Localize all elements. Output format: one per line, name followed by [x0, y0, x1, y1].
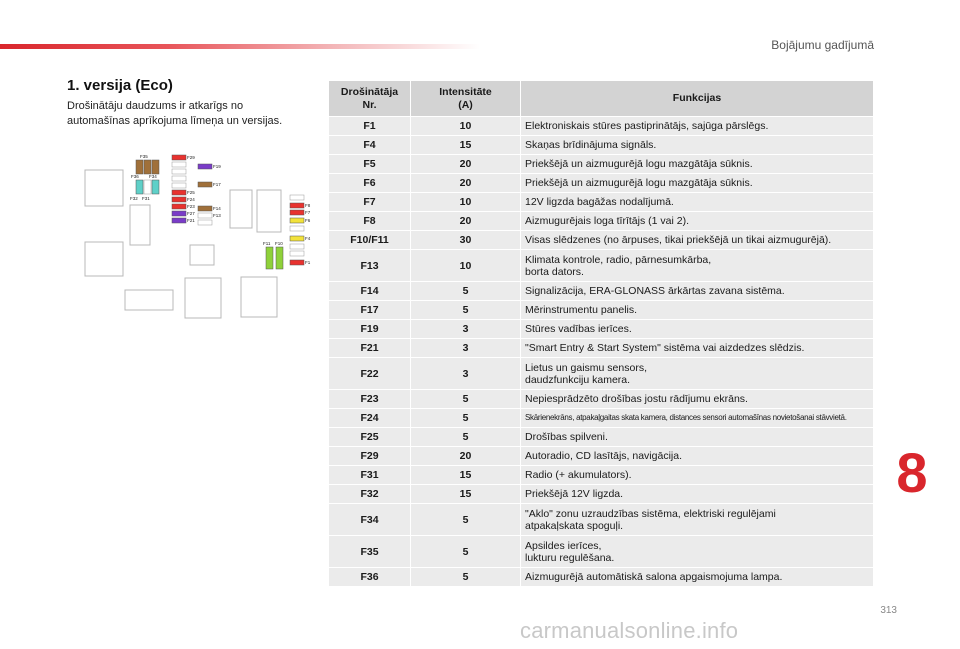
function-cell: Skārienekrāns, atpakaļgaitas skata kamera, distances sensori automašīnas novietošanai stāvvietā. — [521, 409, 874, 428]
fuse — [172, 183, 186, 188]
header-functions: Funkcijas — [521, 81, 874, 117]
function-cell: Radio (+ akumulators). — [521, 466, 874, 485]
fuse-number-cell: F23 — [329, 390, 411, 409]
intensity-cell: 3 — [411, 339, 521, 358]
fuse-f23 — [172, 204, 186, 209]
fuse-number-cell: F21 — [329, 339, 411, 358]
label-f1: F1 — [305, 260, 311, 265]
function-cell: Signalizācija, ERA-GLONASS ārkārtas zavana sistēma. — [521, 282, 874, 301]
table-row — [329, 155, 874, 174]
label-f7: F7 — [305, 210, 311, 215]
intensity-cell: 5 — [411, 504, 521, 536]
label-f8: F8 — [305, 203, 311, 208]
intensity-cell: 15 — [411, 485, 521, 504]
fuse-f13 — [198, 213, 212, 218]
relay-block — [185, 278, 221, 318]
label-f19: F19 — [213, 164, 221, 169]
fuse-number-cell: F17 — [329, 301, 411, 320]
table-row — [329, 339, 874, 358]
section-title: 1. versija (Eco) — [67, 77, 173, 94]
table-row — [329, 250, 874, 282]
function-cell: Priekšējā un aizmugurējā logu mazgātāja sūknis. — [521, 174, 874, 193]
table-row — [329, 320, 874, 339]
table-row — [329, 231, 874, 250]
label-f17: F17 — [213, 182, 221, 187]
table-row — [329, 136, 874, 155]
table-row — [329, 390, 874, 409]
page-number: 313 — [880, 605, 897, 616]
function-cell: Apsildes ierīces, lukturu regulēšana. — [521, 536, 874, 568]
intensity-cell: 5 — [411, 409, 521, 428]
table-header-row — [329, 81, 874, 117]
intensity-cell: 30 — [411, 231, 521, 250]
fuse — [290, 195, 304, 200]
fuse-f10 — [276, 247, 283, 269]
intensity-cell: 5 — [411, 301, 521, 320]
fuse-number-cell: F13 — [329, 250, 411, 282]
intensity-cell: 20 — [411, 447, 521, 466]
table-row — [329, 428, 874, 447]
fuse-f35 — [136, 160, 143, 174]
fuse-f6 — [290, 218, 304, 223]
label-f31: F31 — [142, 196, 150, 201]
fuse-f14 — [198, 206, 212, 211]
fuse — [152, 160, 159, 174]
intensity-cell: 20 — [411, 155, 521, 174]
table-row — [329, 409, 874, 428]
fuse-f24 — [172, 197, 186, 202]
table-row — [329, 485, 874, 504]
fuse-number-cell: F34 — [329, 504, 411, 536]
label-f24: F24 — [187, 197, 195, 202]
intensity-cell: 20 — [411, 212, 521, 231]
relay-block — [125, 290, 173, 310]
fuse-number-cell: F19 — [329, 320, 411, 339]
function-cell: Skaņas brīdinājuma signāls. — [521, 136, 874, 155]
function-cell: Mērinstrumentu panelis. — [521, 301, 874, 320]
function-cell: Klimata kontrole, radio, pārnesumkārba, borta dators. — [521, 250, 874, 282]
header-fuse-number: Drošinātāja Nr. — [329, 81, 411, 117]
fuse-f1 — [290, 260, 304, 265]
function-cell: Aizmugurējā automātiskā salona apgaismojuma lampa. — [521, 568, 874, 587]
fuse-f17 — [198, 182, 212, 187]
watermark: carmanualsonline.info — [520, 618, 739, 643]
label-f23: F23 — [187, 204, 195, 209]
function-cell: Drošības spilveni. — [521, 428, 874, 447]
fuse-number-cell: F24 — [329, 409, 411, 428]
fuse-number-cell: F22 — [329, 358, 411, 390]
fuse-f8 — [290, 203, 304, 208]
function-cell: Autoradio, CD lasītājs, navigācija. — [521, 447, 874, 466]
fuse-number-cell: F6 — [329, 174, 411, 193]
table-row — [329, 212, 874, 231]
fuse-number-cell: F14 — [329, 282, 411, 301]
header-intensity: Intensitāte (A) — [411, 81, 521, 117]
intensity-cell: 15 — [411, 136, 521, 155]
label-f27: F27 — [187, 211, 195, 216]
relay-block — [230, 190, 252, 228]
table-row — [329, 301, 874, 320]
label-f13: F13 — [213, 213, 221, 218]
fuse-number-cell: F4 — [329, 136, 411, 155]
fuse-f19 — [198, 164, 212, 169]
function-cell: Lietus un gaismu sensors, daudzfunkciju kamera. — [521, 358, 874, 390]
function-cell: "Aklo" zonu uzraudzības sistēma, elektriski regulējami atpakaļskata spoguļi. — [521, 504, 874, 536]
label-f4: F4 — [305, 236, 311, 241]
function-cell: Visas slēdzenes (no ārpuses, tikai priekšējā un tikai aizmugurējā). — [521, 231, 874, 250]
fuse-number-cell: F31 — [329, 466, 411, 485]
relay-block — [190, 245, 214, 265]
fuse-table — [328, 80, 874, 587]
fuse-f7 — [290, 210, 304, 215]
fuse-number-cell: F29 — [329, 447, 411, 466]
table-row — [329, 568, 874, 587]
fuse-number-cell: F32 — [329, 485, 411, 504]
label-f29: F29 — [187, 155, 195, 160]
function-cell: "Smart Entry & Start System" sistēma vai aizdedzes slēdzis. — [521, 339, 874, 358]
fuse-number-cell: F35 — [329, 536, 411, 568]
intensity-cell: 5 — [411, 428, 521, 447]
relay-block — [85, 170, 123, 206]
intensity-cell: 5 — [411, 568, 521, 587]
table-row — [329, 193, 874, 212]
fuse-number-cell: F10/F11 — [329, 231, 411, 250]
fuse — [290, 226, 304, 231]
fuse-f36 — [136, 180, 143, 194]
chapter-number: 8 — [896, 441, 928, 504]
relay-block — [257, 190, 281, 232]
table-row — [329, 447, 874, 466]
fuse-number-cell: F7 — [329, 193, 411, 212]
fuse — [198, 220, 212, 225]
intensity-cell: 10 — [411, 193, 521, 212]
fuse-f11 — [266, 247, 273, 269]
label-f10: F10 — [275, 241, 283, 246]
relay-block — [85, 242, 123, 276]
function-cell: Aizmugurējais loga tīrītājs (1 vai 2). — [521, 212, 874, 231]
fuse-box-diagram — [80, 150, 320, 322]
table-row — [329, 536, 874, 568]
fuse — [172, 162, 186, 167]
table-row — [329, 466, 874, 485]
fuse-f25 — [172, 190, 186, 195]
function-cell: Nepiesprādzēto drošības jostu rādījumu ekrāns. — [521, 390, 874, 409]
function-cell: 12V ligzda bagāžas nodalījumā. — [521, 193, 874, 212]
fuse-f34 — [144, 180, 151, 194]
fuse — [290, 244, 304, 249]
label-f14: F14 — [213, 206, 221, 211]
intensity-cell: 10 — [411, 117, 521, 136]
table-row — [329, 504, 874, 536]
function-cell: Stūres vadības ierīces. — [521, 320, 874, 339]
fuse-number-cell: F5 — [329, 155, 411, 174]
fuse-number-cell: F8 — [329, 212, 411, 231]
fuse — [152, 180, 159, 194]
intensity-cell: 5 — [411, 536, 521, 568]
table-row — [329, 358, 874, 390]
label-f6: F6 — [305, 218, 311, 223]
fuse — [172, 169, 186, 174]
relay-block — [130, 205, 150, 245]
intensity-cell: 5 — [411, 282, 521, 301]
function-cell: Priekšējā un aizmugurējā logu mazgātāja sūknis. — [521, 155, 874, 174]
fuse-f29 — [172, 155, 186, 160]
intensity-cell: 3 — [411, 358, 521, 390]
table-row — [329, 174, 874, 193]
fuse — [172, 176, 186, 181]
intensity-cell: 5 — [411, 390, 521, 409]
label-f36: F36 — [131, 174, 139, 179]
fuse — [144, 160, 151, 174]
header-accent-bar — [0, 44, 480, 49]
label-f35: F35 — [140, 154, 148, 159]
fuse-f4 — [290, 236, 304, 241]
fuse — [290, 251, 304, 256]
label-f25: F25 — [187, 190, 195, 195]
fuse-number-cell: F1 — [329, 117, 411, 136]
function-cell: Elektroniskais stūres pastiprinātājs, sajūga pārslēgs. — [521, 117, 874, 136]
intensity-cell: 15 — [411, 466, 521, 485]
label-f32: F32 — [130, 196, 138, 201]
label-f11: F11 — [263, 241, 271, 246]
relay-block — [241, 277, 277, 317]
fuse-number-cell: F25 — [329, 428, 411, 447]
intensity-cell: 20 — [411, 174, 521, 193]
fuse-f27 — [172, 211, 186, 216]
label-f34: F34 — [149, 174, 157, 179]
function-cell: Priekšējā 12V ligzda. — [521, 485, 874, 504]
intensity-cell: 3 — [411, 320, 521, 339]
fuse-f21 — [172, 218, 186, 223]
chapter-header-title: Bojājumu gadījumā — [771, 38, 874, 52]
fuse-number-cell: F36 — [329, 568, 411, 587]
label-f21: F21 — [187, 218, 195, 223]
intensity-cell: 10 — [411, 250, 521, 282]
table-row — [329, 117, 874, 136]
section-description: Drošinātāju daudzums ir atkarīgs no automašīnas aprīkojuma līmeņa un versijas. — [67, 100, 283, 127]
table-row — [329, 282, 874, 301]
